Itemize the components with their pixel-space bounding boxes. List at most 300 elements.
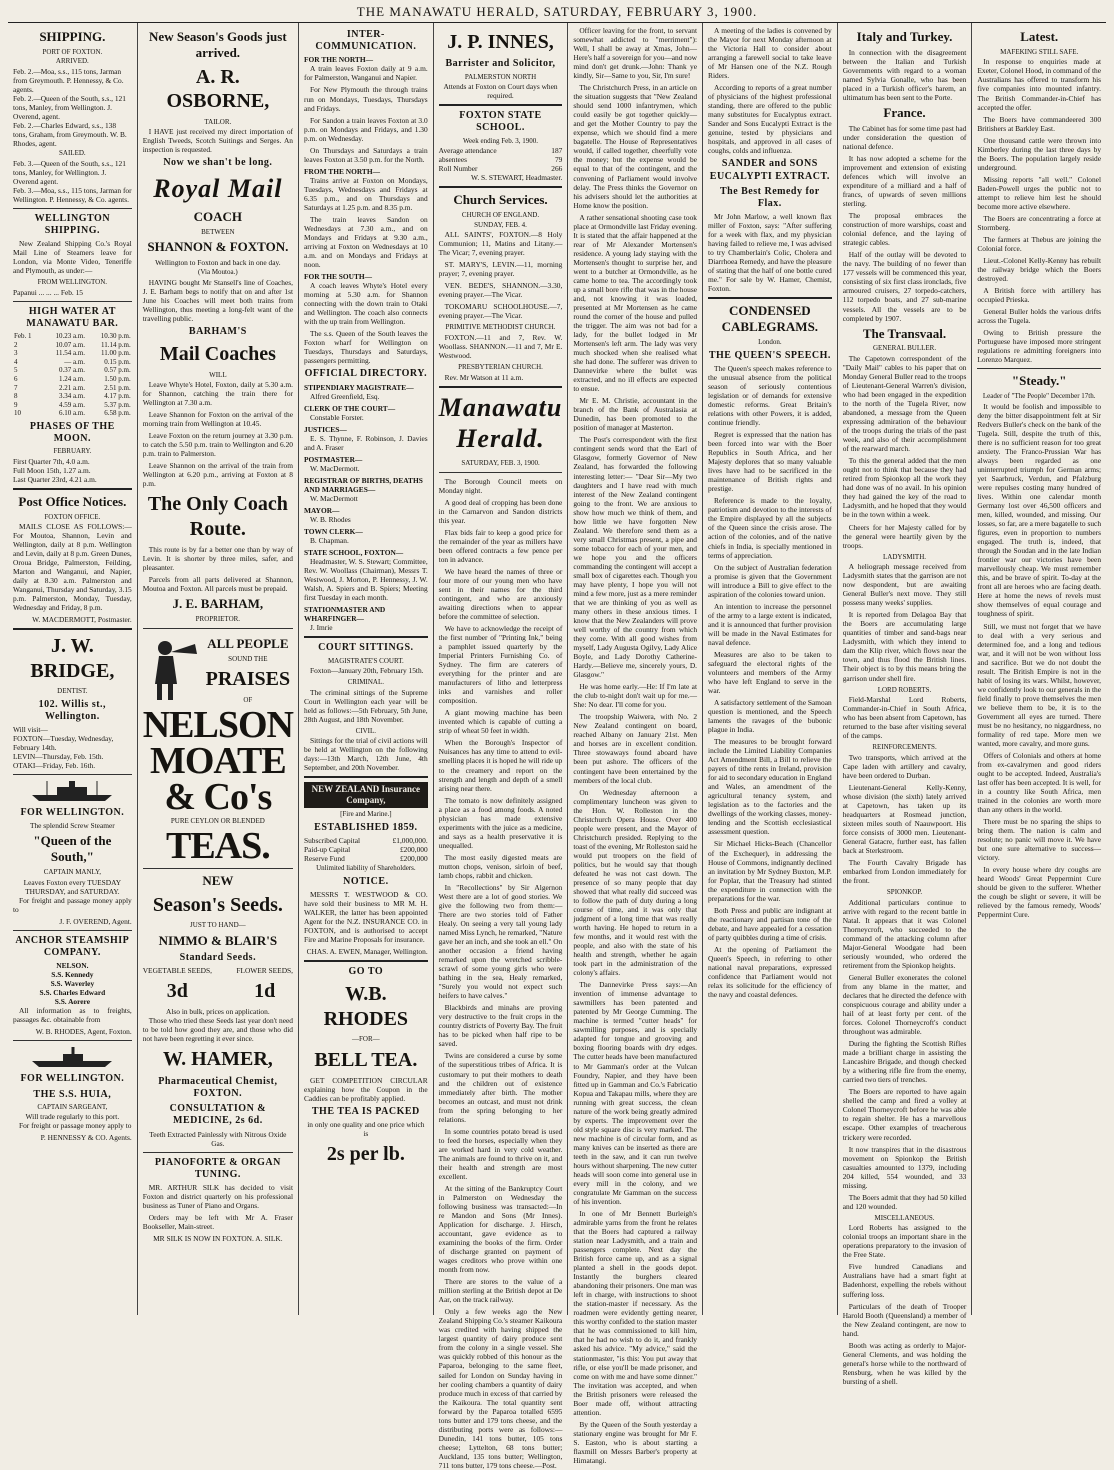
- column-1: [8, 23, 138, 1315]
- reinforcements-paragraphs: [843, 753, 967, 885]
- list-item: One thousand cattle were thrown into Kimberley during the last three days by the Boers. The population largely reside underground.: [977, 135, 1102, 172]
- queens-speech-title: THE QUEEN'S SPEECH.: [708, 349, 831, 361]
- list-item: The Fourth Cavalry Brigade has embarked from London immediately for the front.: [842, 858, 967, 886]
- tide-row: [13, 392, 132, 401]
- column-2: [138, 23, 299, 1315]
- list-item: NELSON.: [56, 961, 89, 971]
- via-moutoa: (Via Moutoa.): [198, 268, 238, 277]
- school-cell: Average attendance: [438, 146, 497, 156]
- coe-list: [439, 230, 563, 320]
- huia-text: Will trade regularly to this port.: [25, 1112, 120, 1122]
- reinforcements-title: REINFORCEMENTS.: [872, 743, 937, 752]
- tide-cell: 6.58 p.m.: [104, 409, 131, 418]
- osborne-tailor: TAILOR.: [204, 117, 232, 126]
- directory-label: STATIONMASTER AND WHARFINGER—: [304, 605, 386, 624]
- speech-paragraphs: [708, 364, 832, 999]
- list-item: Will visit—: [13, 725, 48, 735]
- innes-name: J. P. INNES,: [447, 31, 554, 53]
- tide-cell: 0.37 a.m.: [58, 366, 85, 375]
- overend-agent: J. F. OVEREND, Agent.: [59, 916, 132, 926]
- nelson-ad-header: [143, 633, 293, 705]
- south-list: [304, 281, 428, 365]
- tide-cell: 5.37 p.m.: [104, 400, 131, 409]
- flower-price: 1d: [254, 979, 276, 1002]
- steady-title: "Steady.": [1011, 373, 1067, 389]
- post-text: MAILS CLOSE AS FOLLOWS:— For Moutoa, Shannon, Levin and Wellington, daily at 8 p.m. Wellington and Levin, daily at 8 p.m. Green Dunes, Oroua Bridge, Palmerston, Feilding, Marton and Wanganui, and Napier, daily at 8.30 a.m. Palmerston and Wanganui, Thursday and Saturday, 3.15 p.m. Palmerston, Monday, Tuesday, Wednesday and Friday, 8 p.m.: [13, 522, 132, 613]
- tide-title: HIGH WATER AT MANAWATU BAR.: [26, 305, 119, 330]
- huia-captain: CAPTAIN SARGEANT,: [37, 1102, 108, 1111]
- tide-cell: 1.50 p.m.: [104, 374, 131, 383]
- list-item: A coach leaves Whyte's Hotel every morning at 5.30 a.m. for Shannon connecting with the down train to Otaki and Wellington. The coach also connects with the up train from Wellington.: [304, 281, 428, 327]
- list-item: The Queen's speech makes reference to the unusual absence from the political season of seriously contentious legislation or of demands for extensive domestic reforms. Great Britain's relations with other Powers, it is added, continue friendly.: [708, 363, 832, 428]
- capital-row: [304, 845, 428, 854]
- steamer-text: Leaves Foxton every TUESDAY THURSDAY, and SATURDAY.: [23, 877, 122, 896]
- magistrate-text: Foxton—January 20th, February 15th.: [310, 666, 424, 676]
- presby-text: Rev. Mr Watson at 11 a.m.: [444, 372, 524, 382]
- list-item: Regret is expressed that the nation has been forced into war with the Boer Republics in South Africa, and her Majesty deplores that so many valuable lives have had to be sacrificed in the maintenance of British rights and prestige.: [708, 430, 832, 494]
- tide-cell: 10.30 p.m.: [100, 332, 131, 341]
- barham-intro: HAVING bought Mr Stansell's line of Coaches, J. E. Barham begs to notify that on and after 1st June his Coaches will meet both trains from Wellington, thus meeting a long-felt want of the travelling public.: [142, 277, 293, 323]
- tide-row: [13, 366, 132, 375]
- list-item: Twins are considered a curse by some of the superstitious tribes of Africa. It is customary to put their mothers to death and the children out of existence immediately after birth. The mother becomes an outcast, and must not drink from the spring belonging to her relations.: [438, 1051, 563, 1124]
- piano-text: MR. ARTHUR SILK has decided to visit Foxton and district quarterly on his professional business as Tuner of Piano and Organs.: [142, 1182, 293, 1211]
- mail-coaches: Mail Coaches: [159, 343, 276, 366]
- tide-cell: 9: [14, 400, 18, 409]
- teeth-text: Teeth Extracted Painlessly with Nitrous Oxide Gas.: [149, 1129, 287, 1148]
- school-row: [439, 155, 563, 164]
- directory-value: Alfred Greenfield, Esq.: [310, 391, 380, 401]
- list-item: Feb. 2.—Charles Edward, s.s., 138 tons, Graham, from Greymouth. W. B. Rhodes, agent.: [13, 121, 127, 149]
- phases-title: PHASES OF THE MOON.: [29, 420, 115, 444]
- list-item: Sir Michael Hicks-Beach (Chancellor of the Exchequer), in addressing the House of Commons, indignantly declined an invitation by Mr Sydney Buxton, M.P. for Poplar, that the Treasury had stinted the expenditure in connection with the preparations for the war.: [708, 839, 832, 903]
- tide-row: [13, 341, 132, 350]
- list-item: The troopship Waiwera, with No. 2 New Zealand contingent on board, reached Albany on January 21st. Men and horses are in excellent condition. Three stowaways found aboard have been put ashore. The officers of the contingent have been entertained by the members of the local club.: [573, 712, 698, 785]
- for-wellington: FOR WELLINGTON.: [20, 807, 125, 819]
- royal-mail: Royal Mail: [153, 174, 283, 204]
- osborne-text: I HAVE just received my direct importation of English Tweeds, Scotch Suitings and Serges. An inspection is requested.: [142, 127, 293, 155]
- school-cell: 79: [554, 155, 563, 165]
- tea-price: 2s per lb.: [326, 1143, 405, 1166]
- civil-text: Sittings for the trial of civil actions will be held at Wellington on the following days:—13th March, 12th June, 4th September, and 20th November.: [304, 736, 428, 773]
- paper-title: Manawatu Herald.: [438, 392, 563, 454]
- tide-cell: 10.07 a.m.: [55, 340, 85, 349]
- column-6: [703, 23, 838, 1315]
- anchor-title: ANCHOR STEAMSHIP COMPANY.: [15, 934, 130, 959]
- school-cell: 266: [551, 164, 563, 174]
- list-item: On Wednesday afternoon a complimentary luncheon was given to the Hon. W. Rolleston in the Christchurch Opera House. Over 400 people were present, and the Mayor of Christchurch presided. Replying to the toast of the evening, Mr Rolleston said he would put troopers on the field of politics, but he would say that though defeated he was not cast down. The presence of so many people that day showed that what really did succeed was to follow the path of duty during a long course of time, and it was only that judgment of a long time that was really worth having. He hoped to return in a few months, and it would rest with the people, and also with the state of his health and strength, whether he again took part in the administration of the colony's affairs.: [573, 787, 698, 978]
- freight-text: For freight and passage money apply to: [13, 895, 132, 914]
- list-item: The Boers are concentrating a force at Stormberg.: [977, 213, 1102, 232]
- list-item: The Christchurch Press, in an article on the situation suggests that "New Zealand should send 1000 infantrymen, which could easily be got together quickly—and get the Mother Country to pay the expense, which we should find a mere bagatelle. The House of Representatives would, if called together, cheerfully vote the money; but the expense would be equal to that of the contingent, and the convening of Parliament would involve delay. The Press thinks the Governor on his advisers should let the authorities at Home know the position.: [573, 83, 698, 210]
- for-north: FOR THE NORTH—: [304, 55, 374, 65]
- tide-cell: 1.24 a.m.: [58, 374, 85, 383]
- list-item: Additional particulars continue to arrive with regard to the recent battle in Natal. It appears that it was Colonel Thorneycroft, who succeeded to the command of the attacking column after Major-General Woodgate had been seriously wounded, who ordered the retirement from the Spionkop heights.: [842, 897, 967, 970]
- nimmo-blair: NIMMO & BLAIR'S: [158, 932, 278, 948]
- huia-ship-icon: [27, 1045, 117, 1069]
- italy-text: In connection with the disagreement between the Italian and Turkish Governments with regard to a woman named Sylvia Gonalle, who has been placed in a Turkish officer's harem, an ultimatum has been sent to the Porte.: [842, 47, 967, 103]
- list-item: For Sandon a train leaves Foxton at 3.0 p.m. on Mondays and Fridays, and 1.30 p.m. on Wednesday.: [304, 115, 428, 143]
- list-item: First Quarter 7th, 4.0 a.m.: [13, 456, 90, 466]
- innes-place: PALMERSTON NORTH: [464, 72, 537, 81]
- list-item: General Buller holds the various drifts across the Tugela.: [977, 307, 1102, 326]
- coe-title: CHURCH OF ENGLAND.: [461, 211, 540, 220]
- col6-paragraphs: [708, 26, 832, 155]
- list-item: Two transports, which arrived at the Cape laden with artillery and cavalry, have been ordered to Durban.: [842, 752, 967, 780]
- ewen-sig: CHAS. A. EWEN, Manager, Wellington.: [306, 947, 428, 957]
- buller-title: GENERAL BULLER.: [872, 344, 937, 353]
- tide-cell: 10.23 a.m.: [55, 332, 85, 341]
- post-sub: FOXTON OFFICE.: [44, 512, 101, 521]
- directory-value: W. B. Rhodes: [310, 514, 351, 524]
- only-route: The Only Coach Route.: [147, 493, 288, 540]
- list-item: During the fighting the Scottish Rifles made a brilliant charge in assisting the Lancashire Brigade, and though checked by a withering rifle fire from the enemy, carried two tiers of trenches.: [842, 1039, 967, 1085]
- best-remedy-title: The Best Remedy for Flax.: [719, 185, 820, 209]
- for-word: —FOR—: [352, 1035, 380, 1044]
- ceylon: PURE CEYLON OR BLENDED: [170, 817, 265, 826]
- column-5: [568, 23, 703, 1465]
- capital-cell: Reserve Fund: [304, 854, 345, 864]
- all-people: ALL PEOPLE: [207, 635, 289, 651]
- official-directory: OFFICIAL DIRECTORY.: [304, 368, 428, 380]
- list-item: Only a few weeks ago the New Zealand Shipping Co.'s steamer Kaikoura was credited with having shipped the largest quantity of dairy produce sent from the colony in a single vessel. She was quickly robbed of this honour as the Paparoa, belonging to the same fleet, sailed for London on Sunday having in her cooling chambers a quantity of dairy produce much in excess of that carried by the Kaikoura. The total quantity sent forward by the Paparoa totalled 6595 tons butter and 179 tons cheese, and the distributing ports were as follows:—Dunedin, 141 tons butter, 105 tons cheese; Lyttelton, 68 tons butter; Auckland, 135 tons butter; Wellington, 711 tons butter, 179 tons cheese.—Post.: [438, 1307, 563, 1470]
- list-item: The measures to be brought forward include the Limited Liability Companies Act Amendment Bill, a Bill to relieve the payers of tithe rents in Ireland, provision for aid to secondary education in England and Wales, an amendment of the agricultural tenancy system, and legislation as to the factories and the dwellings of the working classes, money-lending and the Scottish ecclesiastical assessment question.: [708, 737, 832, 837]
- hamer-chemist: Pharmaceutical Chemist, FOXTON.: [158, 1075, 278, 1099]
- list-item: A satisfactory settlement of the Samoan question is mentioned, and the Speech laments the ravages of the bubonic plague in India.: [708, 698, 832, 735]
- list-item: The Boers admit that they had 50 killed and 120 wounded.: [842, 1192, 967, 1211]
- list-item: The tomato is now definitely assigned a place as a food among foods. A noted physician has made extensive experiments with the juice as a medicine, and says as a health preservative it is unequalled.: [438, 795, 563, 850]
- list-item: A meeting of the ladies is convened by the Mayor for next Monday afternoon at the Victoria Hall to consider about arranging a farewell social to take leave of Mr Hansen one of the N.Z. Rough Riders.: [708, 26, 832, 81]
- list-item: A British force with artillery has occupied Prieska.: [977, 286, 1102, 305]
- from-north: FROM THE NORTH—: [304, 166, 380, 176]
- list-item: It would be foolish and impossible to deny the bitter disappointment felt at Sir Redvers Buller's check on the bank of the Tugela. Still, despite the truth of this, there is no sufficient reason for too great anxiety. The Franco-Prussian War has always been regarded as one uninterrupted triumph for German arms; yet Saarbruck, Verdun, and Pfalzburg were repulses costing many hundred of lives. Within one calendar month Germany lost over 46,500 officers and men, killed, wounded, and missing. Our losses, so far, are a mere bagatelle to such figures, even in proportion to numbers engaged. The truth is, indeed, that through the Soudan and in the late Indian frontier war our victories have been marvellously cheap. We must remember this, and be brave of spirit. To-day at the front all are heroes who are facing death. Here at home the news of revels must show themselves of equal courage and toughness of spirit.: [977, 401, 1102, 619]
- barham-list: [143, 380, 293, 488]
- wellington-shipping-text: New Zealand Shipping Co.'s Royal Mail Line of Steamers leave for London, via Monte Video, Teneriffe and Plymouth, as under:—: [13, 239, 132, 276]
- rhodes-agent: W. B. RHODES, Agent, Foxton.: [35, 1027, 132, 1037]
- notice-text: MESSRS T. WESTWOOD & CO. have sold their business to MR M. H. WALKER, the latter has been appointed Agent for the N.Z. INSURANCE CO. in FOXTON, and is authorised to accept Fire and Marine Proposals for insurance.: [304, 889, 428, 945]
- list-item: At the opening of Parliament the Queen's Speech, in referring to other national naval preparations, expressed confidence that Parliament would not relax its solicitude for the efficiency of the navy and coastal defences.: [708, 944, 832, 999]
- sailed-heading: SAILED.: [59, 149, 86, 158]
- shipping-title: SHIPPING.: [39, 29, 106, 44]
- list-item: Lord Roberts has assigned to the colonial troops an important share in the operations preparatory to the invasion of the Free State.: [842, 1223, 967, 1260]
- tide-row: [13, 349, 132, 358]
- standard-seeds: Standard Seeds.: [179, 951, 257, 963]
- list-item: Leave Foxton on the return journey at 3.30 p.m. to catch the 5.50 p.m. train to Wellington and 6.20 p.m. train to Palmerston.: [142, 431, 293, 459]
- col5-paragraphs: [573, 26, 697, 1465]
- column-7: [838, 23, 973, 1386]
- court-title: COURT SITTINGS.: [318, 642, 414, 654]
- unlimited: Unlimited liability of Shareholders.: [316, 864, 416, 873]
- bridge-title: J. W. BRIDGE,: [30, 635, 115, 682]
- ladysmith-title: LADYSMITH.: [883, 552, 927, 561]
- bridge-sub: DENTIST.: [57, 687, 88, 696]
- list-item: FOXTON—Tuesday, Wednesday, February 14th.: [13, 734, 114, 753]
- tide-cell: 4.17 p.m.: [104, 392, 131, 401]
- list-item: At the sitting of the Bankruptcy Court in Palmerston on Wednesday the following business was transacted:—In re Mandon and Sons (Mr Innes). Application for discharge. J. Hirsch, accountant, gave evidence as to examining the books of the firm. Order of discharge granted on payment of wages creditors who prove within one month from now.: [438, 1183, 563, 1275]
- list-item: Feb. 3.—Queen of the South, s.s., 121 tons, Manley, for Wellington. J. Overend agent.: [13, 158, 126, 186]
- directory-label: STIPENDIARY MAGISTRATE—: [304, 382, 414, 392]
- list-item: Flax bids fair to keep a good price for the remainder of the year as millers have been offered contracts a few pence per ton in advance.: [438, 527, 563, 564]
- hamer-name: W. HAMER,: [162, 1048, 273, 1071]
- list-item: The farmers at Thebus are joining the Colonial force.: [977, 234, 1102, 253]
- list-item: The Cabinet has for some time past had under consideration the question of national defence.: [842, 123, 967, 151]
- list-item: The Post's correspondent with the first contingent sends word that the Earl of Glasgow, formerly Governor of New Zealand, has forwarded the following interesting letter:— "Dear Sir—My two daughters and I have read with much interest of the New Zealand contingent going to the front. We are anxious to show how much we think of them, and how little we have forgotten New Zealand. We therefore send them as a very small Christmas present, a pipe and some tobacco for each of your men, and we hope you and the officers commanding the contingent will accept a small box of cigarettes each. Though you may have plenty, I hope you will not mind a few more, just as a mere reminder that we are thinking of you as well as many others in these anxious times. I know that the New Zealanders will prove well worthy of the country from which they come. With all good wishes from myself, Lady Augusta Ogilvy, Lady Alice Boyle, and Lady Dorothy Catherine-Hardy.—Believe me, sincerely yours, D. Glasgow.": [573, 435, 698, 680]
- just-hand: JUST TO HAND—: [190, 921, 246, 930]
- methodist-title: PRIMITIVE METHODIST CHURCH.: [445, 323, 556, 332]
- tide-cell: 11.00 p.m.: [101, 349, 131, 358]
- huia-title: THE S.S. HUIA,: [33, 1088, 112, 1100]
- list-item: VEN. BEDE'S, SHANNON.—3.30, evening prayer.—The Vicar.: [438, 281, 563, 300]
- list-item: Trains arrive at Foxton on Mondays, Tuesdays, Wednesdays and Fridays at 6.35 p.m., and on Thursdays and Saturdays at 1.25 p.m. and 8.35 p.m.: [304, 175, 428, 212]
- coach-word: COACH: [193, 209, 243, 225]
- steamer-ship-icon: [27, 779, 117, 803]
- list-item: Leave Shannon for Foxton on the arrival of the morning train from Wellington at 10.45.: [142, 410, 293, 429]
- innes-text: Attends at Foxton on Court days when required.: [443, 82, 558, 101]
- list-item: A good deal of cropping has been done in the Carnarvon and Sandon districts this year.: [438, 497, 563, 525]
- capital-row: [304, 854, 428, 863]
- post-title: Post Office Notices.: [18, 493, 127, 509]
- list-item: The Borough Council meets on Monday night.: [438, 476, 563, 495]
- list-item: We have to acknowledge the receipt of the first number of "Printing Ink," being a pamphlet issued quarterly by the Imperial Printers Furnishing Co. of Sydney. The firm are caterers of everything for the printer and are manufacturers of litho and letterpress inks and varnishes and roller composition.: [438, 624, 563, 706]
- list-item: A train leaves Foxton daily at 9 a.m. for Palmerston, Wanganui and Napier.: [304, 64, 428, 83]
- column-4: [434, 23, 569, 1470]
- of-word: OF: [243, 695, 253, 704]
- barham-name: J. E. BARHAM,: [172, 596, 264, 612]
- now-ready: Now we shan't be long.: [163, 157, 273, 169]
- trumpeter-figure-icon: [143, 634, 203, 704]
- seeds-text: Those who tried these Seeds last year don't need to be told how good they are, and those who did not have been regretting it ever since.: [142, 1016, 293, 1044]
- presby-title: PRESBYTERIAN CHURCH.: [458, 363, 543, 372]
- list-item: LEVIN—Thursday, Feb. 15th.: [13, 752, 104, 762]
- list-item: An intention to increase the personnel of the army to a large extent is indicated, and it is announced that further provision will be made in the Naval Estimates for naval defence.: [708, 601, 832, 647]
- list-item: In "Recollections" by Sir Algernon West there are a lot of good stories. We give the following two from them:—There are two stories told of Father Healy. On seeing a very tall young lady named Miss Lynch, he remarked, "Nature gave her an inch, and she took an ell." On another occasion a friend having remarked upon the wretched scribble-scrawl of some young girls who were bathing in the sea, Healy remarked, "Surely you would not expect such heifers to have calves.": [438, 882, 563, 1001]
- list-item: In some countries potato bread is used to feed the horses, especially when they are worked hard in very cold weather. The animals are found to thrive on it, and their health and strength are most excellent.: [438, 1126, 563, 1181]
- paper-date: SATURDAY, FEB. 3, 1900.: [461, 459, 540, 468]
- insurance-title: NEW ZEALAND Insurance Company,: [311, 784, 421, 806]
- church-title: Church Services.: [453, 192, 548, 208]
- latest-title: Latest.: [1020, 29, 1059, 44]
- directory-value: J. Imrie: [310, 623, 333, 633]
- capital-cell: £200,000: [399, 845, 428, 855]
- tide-cell: 5: [14, 366, 18, 375]
- transvaal-title: The Transvaal.: [862, 325, 947, 341]
- capital-list: [304, 836, 428, 863]
- list-item: It is reported from Delagoa Bay that the Boers are accumulating large quantities of timber and sand-bags near Ladysmith, with which they intend to dam the Klip river, which flows near the town, and thus flood the British lines. Their object is to by this means bring the garrison under shell fire.: [842, 610, 967, 683]
- sander-title: SANDER and SONS EUCALYPTI EXTRACT.: [709, 158, 830, 182]
- directory-value: W. MacDermott: [310, 493, 358, 503]
- list-item: Offers of Colonials and others at home from ex-cavalrymen and good riders ought to be accepted. Indeed, Australia's last offer has been accepted. It is well, for in a country like South Africa, men trained in the colonies are worth more than any others in the world.: [977, 750, 1102, 815]
- list-item: Owing to British pressure the Portuguese have imposed more stringent regulations re admitting foreigners into Lorenzo Marquez.: [977, 328, 1102, 365]
- magistrate-title: MAGISTRATE'S COURT.: [327, 656, 404, 665]
- misc-paragraphs: [843, 1223, 967, 1386]
- ladysmith-paragraphs: [843, 562, 967, 682]
- innes-title: Barrister and Solicitor,: [445, 58, 556, 70]
- list-item: To this the general added that the men ought not to think that because they had retired from Spionkop all the work they had done was of no avail. In his opinion they had gained the key of the road to Ladysmith, and he hoped that they would be in the town within a week.: [842, 456, 967, 520]
- list-item: Feb. 2.—Queen of the South, s.s., 121 tons, Manley, from Wellington. J. Overend, agent.: [13, 94, 126, 122]
- tide-cell: Feb. 1: [14, 332, 32, 341]
- tide-cell: 7: [14, 383, 18, 392]
- coach-text: Wellington to Foxton and back in one day.: [155, 258, 281, 268]
- sailed-list: [13, 159, 132, 204]
- mafeking-title: MAFEKING STILL SAFE.: [1000, 47, 1079, 56]
- sunday-date: SUNDAY, FEB. 4.: [474, 220, 527, 229]
- list-item: There are stores to the value of a million sterling at the British depot at De Aar, on the track railway.: [438, 1277, 563, 1305]
- list-item: S.S. Kennedy: [51, 970, 94, 980]
- tide-cell: 2: [14, 340, 18, 349]
- tide-cell: — a.m.: [64, 357, 85, 366]
- list-item: Five hundred Canadians and Australians have had a smart fight at Badenhorst, expelling the rebels without suffering loss.: [842, 1262, 967, 1299]
- packed-text: in only one quality and one price which is: [307, 1120, 425, 1139]
- list-item: The Capetown correspondent of the "Daily Mail" cables to his paper that on Monday General Buller read to the troops of Lieutenant-General Warren's division, who had been engaged in the expedition to the north of the Tugela River, now abandoned, a message from the Queen expressing admiration of the behaviour of the troops during the trials of the past week, and also of their accomplishment of the rearward march.: [842, 353, 967, 454]
- list-item: Full Moon 15th, 1.27 a.m.: [13, 465, 91, 475]
- veg-seeds: VEGETABLE SEEDS,: [142, 965, 212, 975]
- list-item: Still, we must not forget that we have to deal with a very serious and determined foe, and a long and tedious war, and it will not be won without loss and sacrifice. But we do not doubt the result. The British Empire is not in the habit of losing its wars. Whilst, however, we confidently look to our generals in the field finally to prove themselves the men we believe them to be, it is to the Government all eyes are turned. There must be no hesitancy, no niggardness, no formality of red tape. More men we wanted, more cavalry, and more guns.: [977, 621, 1102, 748]
- tide-row: [13, 358, 132, 367]
- silk-sig: MR SILK IS NOW IN FOXTON. A. SILK.: [153, 1234, 283, 1244]
- buller-paragraphs: [843, 354, 967, 550]
- list-item: ST. MARY'S, LEVIN.—11, morning prayer; 7, evening prayer.: [438, 260, 563, 279]
- praises: PRAISES: [205, 668, 291, 691]
- list-item: ALL SAINTS', FOXTON.—8 Holy Communion; 11, Matins and Litany.—The Vicar; 7, evening prayer.: [438, 230, 563, 258]
- directory-label: CLERK OF THE COURT—: [304, 403, 396, 413]
- tide-row: [13, 384, 132, 393]
- will-word: WILL: [209, 370, 227, 379]
- fire-marine: [Fire and Marine.]: [340, 810, 392, 819]
- from-north-list: [304, 176, 428, 269]
- flower-seeds: FLOWER SEEDS,: [236, 965, 293, 975]
- capital-cell: £1,000,000.: [392, 836, 428, 846]
- insurance-bar: [304, 782, 428, 808]
- barham-proprietor: PROPRIETOR.: [195, 615, 241, 624]
- inter-title: INTER-COMMUNICATION.: [315, 29, 417, 53]
- tide-cell: 8: [14, 392, 18, 401]
- directory-label: STATE SCHOOL, FOXTON—: [304, 548, 404, 558]
- directory-value: B. Chapman.: [310, 536, 349, 546]
- seasons-seeds: Season's Seeds.: [152, 893, 283, 916]
- sound-the: SOUND THE: [228, 654, 268, 663]
- papanui-row: Papanui ... ... ... Feb. 15: [13, 287, 84, 297]
- school-cell: absentees: [438, 155, 467, 165]
- misc-title: MISCELLANEOUS.: [874, 1213, 935, 1222]
- list-item: A heliograph message received from Ladysmith states that the garrison are not now despondent, but are awaiting General Buller's next move. They still possess many weeks' supplies.: [842, 562, 967, 608]
- directory-label: MAYOR—: [304, 505, 340, 515]
- port-heading: PORT OF FOXTON.: [42, 47, 103, 56]
- tide-row: [13, 409, 132, 418]
- list-item: Mr E. M. Christie, accountant in the branch of the Bank of Australasia at Dunedin, has been promoted to the position of manager at Masterton.: [573, 396, 698, 433]
- capital-row: [304, 836, 428, 845]
- bulk-text: Also in bulk, prices on application.: [166, 1007, 270, 1017]
- list-item: TOKOMARU SCHOOLHOUSE.—7, evening prayer.—The Vicar.: [438, 302, 563, 321]
- list-item: S.S. Aorere: [54, 997, 90, 1007]
- anchor-text: All information as to freights, passages &c. obtainable from: [13, 1006, 132, 1025]
- tide-cell: 3.34 a.m.: [58, 392, 85, 401]
- steady-paragraphs: [977, 402, 1101, 920]
- tide-cell: 0.57 p.m.: [104, 366, 131, 375]
- new-word: NEW: [202, 873, 234, 888]
- consult-price: CONSULTATION & MEDICINE, 2s 6d.: [169, 1103, 267, 1127]
- list-item: Feb. 2.—Moa, s.s., 115 tons, Jarman from Greymouth. P. Hennessy, & Co. agents.: [13, 66, 124, 94]
- route-text: This route is by far a better one than by way of Levin. It is shorter by three miles, safer, and pleasanter.: [142, 545, 293, 573]
- capital-cell: £200,000: [399, 854, 428, 864]
- directory-value: Constable Forster.: [310, 412, 364, 422]
- roberts-title: LORD ROBERTS.: [877, 685, 932, 694]
- column-8: [972, 23, 1106, 1315]
- piano-title: PIANOFORTE & ORGAN TUNING.: [154, 1156, 281, 1180]
- bell-tea: BELL TEA.: [314, 1048, 418, 1071]
- list-item: On the subject of Australian federation a promise is given that the Government will introduce a Bill to give effect to the aspiration of the colonies toward union.: [708, 562, 832, 599]
- tide-row: [13, 375, 132, 384]
- list-item: According to reports of a great number of physicians of the highest professional standing, there are offered to the public many substitutes for Eucalyptus extract. Sander and Sons Eucalypti Extract is the genuine, tested by physicians and hospitals, and approved in all cases of coughs, colds and influenza.: [708, 83, 832, 156]
- list-item: Blackbirds and minahs are proving very destructive to the fruit crops in the country districts of Poverty Bay. The fruit has to be picked when half ripe to be saved.: [438, 1003, 563, 1049]
- tide-cell: 11.54 a.m.: [55, 349, 85, 358]
- seed-prices: [143, 966, 293, 1007]
- list-item: General Buller exonerates the colonel from any blame in the matter, and declares that he directed the defence with conspicuous courage and ability under a hail of at least forty per cent. of the forces. Colonel Thorneycroft's conduct throughout was admirable.: [842, 972, 967, 1037]
- school-stats: [439, 146, 563, 173]
- list-item: We have heard the names of three or four more of our young men who have sent in their names for the third contingent, and who are anxiously awaiting directions when to appear before the committee of selection.: [438, 566, 563, 621]
- from-wellington: FROM WELLINGTON.: [37, 278, 108, 287]
- for-south: FOR THE SOUTH—: [304, 272, 373, 282]
- list-item: Reference is made to the loyalty, patriotism and devotion to the interests of the Empire displayed by all the subjects of the Queen since the crisis arose. The action of the colonies, and of the native chiefs in India, is specially mentioned in terms of appreciation.: [708, 496, 832, 560]
- directory-label: REGISTRAR OF BIRTHS, DEATHS AND MARRIAGES—: [304, 475, 423, 494]
- tide-row: [13, 332, 132, 341]
- list-item: Feb. 3.—Moa, s.s., 115 tons, Jarman for Wellington. P. Hennessy, & Co. agents.: [13, 185, 132, 204]
- steamer-captain: CAPTAIN MANLY,: [43, 868, 102, 877]
- latest-paragraphs: [977, 57, 1101, 364]
- arrived-list: [13, 67, 132, 148]
- tea-packed: THE TEA IS PACKED: [311, 1106, 420, 1118]
- list-item: Particulars of the death of Trooper Harold Booth (Queensland) a member of the New Zealand contingent, are now to hand.: [842, 1301, 967, 1338]
- list-item: Lieutenant-General Kelly-Kenny, whose division (the sixth) lately arrived at Capetown, has taken up its headquarters at Rosmead junction, sixteen miles south of Naauwpoort. His force consists of 3000 men. Lieutenant-General Gatacre, further east, has fallen back at Sterkstroom.: [842, 782, 967, 856]
- tide-cell: 10: [14, 409, 21, 418]
- tide-cell: 0.15 p.m.: [104, 357, 131, 366]
- list-item: The proposal embraces the construction of more warships, coast and colonial defence, and the laying of strategic cables.: [842, 211, 967, 248]
- list-item: The Boers have commandeered 300 Britishers at Barkley East.: [977, 114, 1102, 133]
- directory-label: TOWN CLERK—: [304, 527, 363, 536]
- list-item: S.S. Charles Edward: [39, 988, 106, 998]
- north-list: [304, 64, 428, 163]
- new-goods-title: New Season's Goods just arrived.: [149, 29, 287, 60]
- phases-month: FEBRUARY.: [53, 447, 92, 456]
- column-3: [299, 23, 434, 1315]
- hennessy-agent: P. HENNESSY & CO. Agents.: [40, 1133, 132, 1143]
- france-title: France.: [883, 105, 926, 121]
- list-item: Missing reports "all well." Colonel Baden-Powell urges the public not to attempt to relieve him lest he should become more active elsewhere.: [977, 174, 1102, 211]
- list-item: There must be no sparing the ships to bring them. The nation is calm and resolute; no panic will move it. We have but one sure alternative to success—victory.: [977, 817, 1102, 863]
- directory-label: POSTMASTER—: [304, 454, 363, 464]
- steamer-intro: The splendid Screw Steamer: [29, 821, 115, 831]
- capital-cell: Subscribed Capital: [304, 836, 361, 846]
- criminal-text: The criminal sittings of the Supreme Court in Wellington each year will be held as follows:—5th February, 5th June, 28th August, and 18th November.: [304, 687, 428, 724]
- go-to: GO TO: [348, 966, 384, 978]
- list-item: Both Press and public are indignant at the reactionary and partisan tone of the debate, and have appealed for a cessation of party quibbles during a time of crisis.: [708, 905, 832, 942]
- tide-cell: 11.14 p.m.: [101, 340, 131, 349]
- list-item: Half of the outlay will be devoted to the navy. The building of no fewer than 177 vessels will be commenced this year, consisting of six first class ironclads, five armoured cruisers, 27 torpedo-catchers, 112 torpedo boats, and 27 sub-marine vessels. All the vessels are to be completed by 1907.: [842, 250, 967, 323]
- steady-sub: Leader of "The People" December 17th.: [982, 392, 1096, 401]
- list-item: It now transpires that in the disastrous movement on Spionkop the British casualties amounted to 1379, including 204 killed, 554 wounded, and 33 missing.: [842, 1144, 967, 1190]
- list-item: Lieut.-Colonel Kelly-Kenny has rebuilt the railway bridge which the Boers destroyed.: [977, 256, 1102, 284]
- list-item: A giant mowing machine has been invented which is capable of cutting a strip of wheat 50 feet in width.: [438, 708, 563, 736]
- list-item: Booth was acting as orderly to Major-General Clements, and was holding the general's horse while to the northward of Rensburg, when he was killed by the bursting of a shell.: [842, 1340, 967, 1386]
- steamer-name: "Queen of the South,": [33, 833, 112, 865]
- piano-orders: Orders may be left with Mr A. Fraser Bookseller, Main-street.: [142, 1213, 293, 1232]
- notice-title: NOTICE.: [343, 875, 389, 887]
- wb-rhodes: W.B. RHODES: [323, 983, 409, 1030]
- directory-value: Headmaster, W. S. Stewart; Committee, Rev. W. Woollass (Chairman), Messrs T. Westwood, J. Morton, P. Hennessy, J. W. Walsh, A. Spiers and B. Spiers; Meeting first Tuesday in each month.: [304, 557, 428, 603]
- barham-title: BARHAM'S: [188, 326, 247, 337]
- tide-cell: 4.59 a.m.: [58, 400, 85, 409]
- arrived-heading: ARRIVED.: [55, 57, 89, 66]
- school-row: [439, 164, 563, 173]
- veg-price: 3d: [166, 979, 188, 1002]
